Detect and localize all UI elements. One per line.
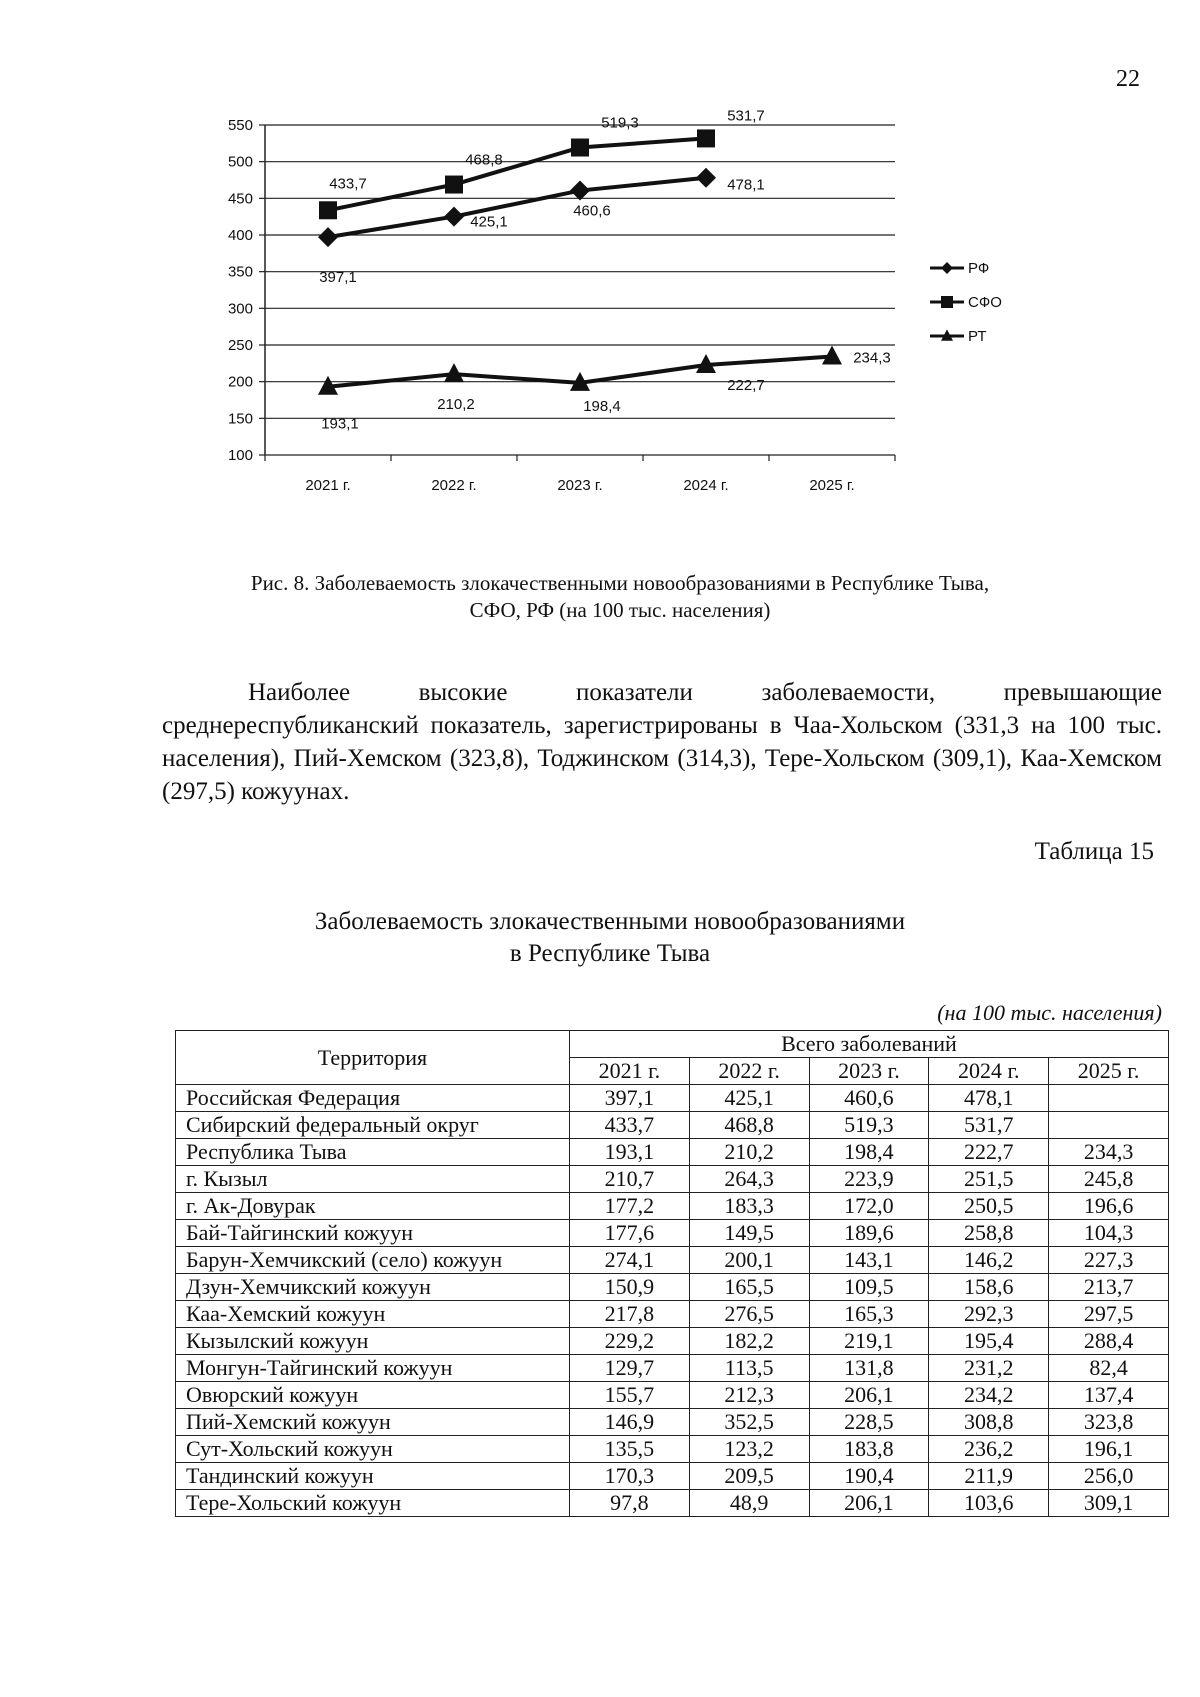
y-tick-label: 100 (227, 447, 253, 464)
value-cell: 213,7 (1049, 1274, 1169, 1301)
value-cell: 182,2 (689, 1328, 809, 1355)
table-row (176, 1247, 1169, 1274)
x-tick-label: 2023 г. (557, 477, 603, 494)
territory-cell: Сибирский федеральный округ (176, 1112, 570, 1139)
y-tick-label: 250 (227, 337, 253, 354)
legend-label: СФО (968, 294, 1002, 311)
page-number: 22 (1116, 66, 1140, 92)
value-cell: 209,5 (689, 1463, 809, 1490)
year-header: 2025 г. (1049, 1058, 1169, 1085)
table-row (176, 1328, 1169, 1355)
year-header: 2024 г. (929, 1058, 1049, 1085)
series-line-2 (328, 138, 706, 210)
legend-marker (941, 262, 953, 274)
data-point-1 (696, 168, 716, 188)
table-body (176, 1085, 1169, 1517)
y-tick-label: 500 (227, 153, 253, 171)
value-cell: 433,7 (569, 1112, 689, 1139)
data-label: 468,8 (465, 151, 503, 169)
value-cell: 170,3 (569, 1463, 689, 1490)
value-cell: 195,4 (929, 1328, 1049, 1355)
data-label: 519,3 (601, 114, 639, 132)
y-tick-label: 150 (227, 410, 253, 428)
value-cell: 149,5 (689, 1220, 809, 1247)
territory-header: Территория (176, 1031, 570, 1085)
legend-marker (941, 296, 953, 308)
value-cell: 519,3 (809, 1112, 929, 1139)
value-cell: 258,8 (929, 1220, 1049, 1247)
data-point-2 (319, 201, 337, 219)
value-cell: 297,5 (1049, 1301, 1169, 1328)
value-cell: 123,2 (689, 1436, 809, 1463)
value-cell: 177,6 (569, 1220, 689, 1247)
value-cell: 227,3 (1049, 1247, 1169, 1274)
group-header: Всего заболеваний (569, 1031, 1168, 1058)
data-label: 397,1 (319, 269, 357, 287)
value-cell: 150,9 (569, 1274, 689, 1301)
table-row (176, 1409, 1169, 1436)
value-cell: 276,5 (689, 1301, 809, 1328)
series-line-1 (328, 178, 706, 237)
territory-cell: Монгун-Тайгинский кожуун (176, 1355, 570, 1382)
data-point-1 (444, 207, 464, 227)
table-title (110, 906, 1110, 970)
table-row (176, 1193, 1169, 1220)
value-cell: 228,5 (809, 1409, 929, 1436)
value-cell: 183,3 (689, 1193, 809, 1220)
value-cell: 222,7 (929, 1139, 1049, 1166)
table-row (176, 1490, 1169, 1517)
x-tick-label: 2021 г. (305, 477, 351, 494)
value-cell: 308,8 (929, 1409, 1049, 1436)
data-label: 222,7 (727, 377, 765, 395)
y-tick-label: 300 (227, 300, 253, 318)
value-cell: 104,3 (1049, 1220, 1169, 1247)
data-point-2 (445, 176, 463, 194)
value-cell: 478,1 (929, 1085, 1049, 1112)
y-tick-label: 400 (227, 227, 253, 244)
y-tick-label: 450 (227, 190, 253, 208)
data-label: 425,1 (470, 213, 508, 231)
value-cell: 146,2 (929, 1247, 1049, 1274)
territory-cell: Кызылский кожуун (176, 1328, 570, 1355)
value-cell: 198,4 (809, 1139, 929, 1166)
table-number: Таблица 15 (1034, 838, 1154, 865)
value-cell: 234,2 (929, 1382, 1049, 1409)
data-label: 210,2 (437, 396, 475, 414)
value-cell: 137,4 (1049, 1382, 1169, 1409)
value-cell: 236,2 (929, 1436, 1049, 1463)
value-cell: 196,1 (1049, 1436, 1169, 1463)
territory-cell: Республика Тыва (176, 1139, 570, 1166)
value-cell: 229,2 (569, 1328, 689, 1355)
figure-caption (120, 570, 1120, 624)
value-cell: 212,3 (689, 1382, 809, 1409)
year-header: 2023 г. (809, 1058, 929, 1085)
data-label: 433,7 (329, 175, 367, 193)
figure-caption-line1: Рис. 8. Заболеваемость злокачественными новообразованиями в Республике Тыва, (250, 571, 990, 595)
value-cell: 113,5 (689, 1355, 809, 1382)
value-cell: 82,4 (1049, 1355, 1169, 1382)
table-row (176, 1085, 1169, 1112)
value-cell: 196,6 (1049, 1193, 1169, 1220)
morbidity-table (175, 1030, 1169, 1517)
morbidity-line-chart (200, 110, 1100, 550)
value-cell: 264,3 (689, 1166, 809, 1193)
value-cell: 425,1 (689, 1085, 809, 1112)
data-label: 193,1 (321, 415, 359, 433)
value-cell: 155,7 (569, 1382, 689, 1409)
territory-cell: Тере-Хольский кожуун (176, 1490, 570, 1517)
value-cell: 250,5 (929, 1193, 1049, 1220)
table-row (176, 1112, 1169, 1139)
data-point-2 (571, 139, 589, 157)
territory-cell: Овюрский кожуун (176, 1382, 570, 1409)
value-cell: 251,5 (929, 1166, 1049, 1193)
value-cell: 48,9 (689, 1490, 809, 1517)
table-row (176, 1274, 1169, 1301)
body-paragraph: Наиболее высокие показатели заболеваемости, превышающие среднереспубликанский показатель, зарегистрированы в Чаа-Хольском (331,3 на 100 тыс. населения), Пий-Хемском (323,8), Тоджинском (314,3), Тере-Хольском (309,1), Каа-Хемском (297,5) кожуунах. (162, 679, 1162, 805)
value-cell: 177,2 (569, 1193, 689, 1220)
table-row (176, 1301, 1169, 1328)
figure-caption-line2: СФО, РФ (на 100 тыс. населения) (469, 598, 771, 622)
territory-cell: г. Ак-Довурак (176, 1193, 570, 1220)
value-cell: 172,0 (809, 1193, 929, 1220)
territory-cell: Тандинский кожуун (176, 1463, 570, 1490)
value-cell: 211,9 (929, 1463, 1049, 1490)
data-point-1 (318, 227, 338, 247)
territory-cell: Барун-Хемчикский (село) кожуун (176, 1247, 570, 1274)
value-cell: 352,5 (689, 1409, 809, 1436)
table-unit-note: (на 100 тыс. населения) (937, 1000, 1162, 1025)
y-tick-label: 200 (227, 373, 253, 391)
year-header: 2021 г. (569, 1058, 689, 1085)
value-cell: 97,8 (569, 1490, 689, 1517)
value-cell: 397,1 (569, 1085, 689, 1112)
value-cell: 189,6 (809, 1220, 929, 1247)
value-cell: 274,1 (569, 1247, 689, 1274)
value-cell: 292,3 (929, 1301, 1049, 1328)
value-cell: 460,6 (809, 1085, 929, 1112)
data-label: 198,4 (583, 397, 621, 415)
data-label: 460,6 (573, 202, 611, 220)
value-cell: 223,9 (809, 1166, 929, 1193)
value-cell: 129,7 (569, 1355, 689, 1382)
territory-cell: Дзун-Хемчикский кожуун (176, 1274, 570, 1301)
data-label: 234,3 (853, 349, 891, 367)
x-tick-label: 2022 г. (431, 477, 477, 494)
value-cell: 245,8 (1049, 1166, 1169, 1193)
table-title-line2: в Республике Тыва (509, 940, 711, 967)
value-cell: 183,8 (809, 1436, 929, 1463)
legend-label: РТ (968, 328, 987, 345)
x-tick-label: 2024 г. (683, 477, 729, 494)
territory-cell: Каа-Хемский кожуун (176, 1301, 570, 1328)
data-label: 531,7 (727, 110, 765, 125)
value-cell: 210,7 (569, 1166, 689, 1193)
value-cell: 231,2 (929, 1355, 1049, 1382)
value-cell: 190,4 (809, 1463, 929, 1490)
y-tick-label: 350 (227, 263, 253, 281)
table-row (176, 1355, 1169, 1382)
value-cell: 193,1 (569, 1139, 689, 1166)
territory-cell: Российская Федерация (176, 1085, 570, 1112)
data-point-1 (570, 181, 590, 201)
value-cell: 165,5 (689, 1274, 809, 1301)
value-cell: 146,9 (569, 1409, 689, 1436)
legend-label: РФ (968, 260, 990, 277)
table-row (176, 1220, 1169, 1247)
value-cell: 158,6 (929, 1274, 1049, 1301)
year-header: 2022 г. (689, 1058, 809, 1085)
data-point-2 (697, 129, 715, 147)
value-cell: 135,5 (569, 1436, 689, 1463)
value-cell: 219,1 (809, 1328, 929, 1355)
table-row (176, 1139, 1169, 1166)
x-tick-label: 2025 г. (809, 477, 855, 494)
value-cell: 288,4 (1049, 1328, 1169, 1355)
table-row (176, 1463, 1169, 1490)
territory-cell: Бай-Тайгинский кожуун (176, 1220, 570, 1247)
value-cell: 217,8 (569, 1301, 689, 1328)
value-cell: 165,3 (809, 1301, 929, 1328)
table-row (176, 1166, 1169, 1193)
value-cell: 531,7 (929, 1112, 1049, 1139)
value-cell: 210,2 (689, 1139, 809, 1166)
value-cell: 206,1 (809, 1382, 929, 1409)
value-cell: 468,8 (689, 1112, 809, 1139)
value-cell (1049, 1112, 1169, 1139)
table-row (176, 1436, 1169, 1463)
value-cell: 200,1 (689, 1247, 809, 1274)
data-label: 478,1 (727, 176, 765, 194)
table-title-line1: Заболеваемость злокачественными новообразованиями (314, 908, 906, 935)
territory-cell: Пий-Хемский кожуун (176, 1409, 570, 1436)
value-cell: 143,1 (809, 1247, 929, 1274)
value-cell: 103,6 (929, 1490, 1049, 1517)
table-row (176, 1382, 1169, 1409)
territory-cell: Сут-Хольский кожуун (176, 1436, 570, 1463)
y-tick-label: 550 (227, 117, 253, 134)
value-cell: 309,1 (1049, 1490, 1169, 1517)
value-cell (1049, 1085, 1169, 1112)
value-cell: 109,5 (809, 1274, 929, 1301)
value-cell: 323,8 (1049, 1409, 1169, 1436)
value-cell: 234,3 (1049, 1139, 1169, 1166)
value-cell: 256,0 (1049, 1463, 1169, 1490)
value-cell: 206,1 (809, 1490, 929, 1517)
value-cell: 131,8 (809, 1355, 929, 1382)
territory-cell: г. Кызыл (176, 1166, 570, 1193)
